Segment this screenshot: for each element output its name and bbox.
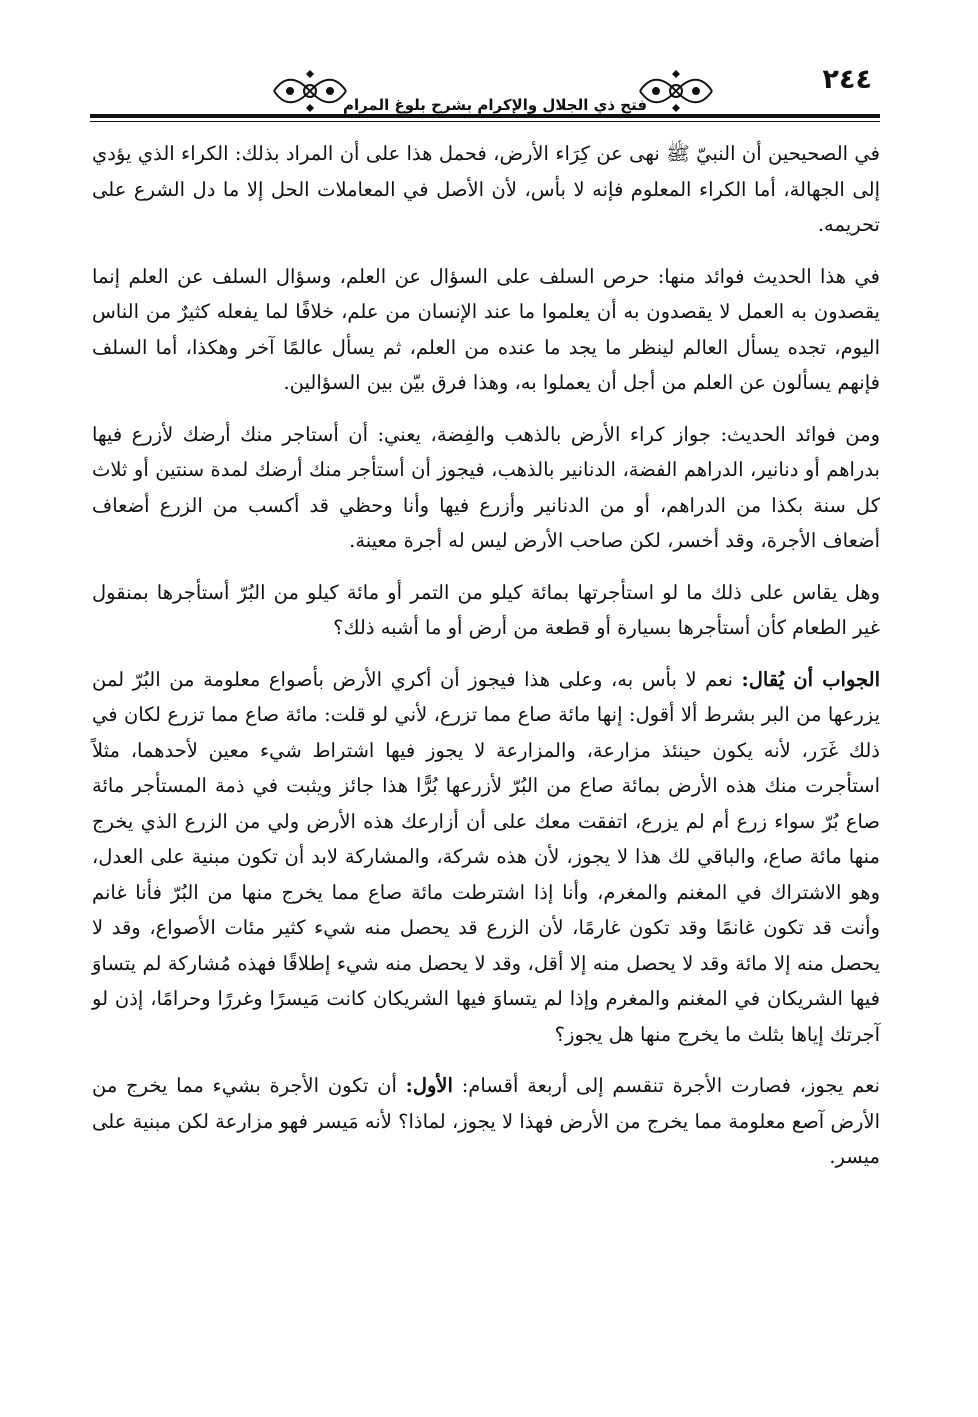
paragraph-5-text: نعم لا بأس به، وعلى هذا فيجوز أن أكري الأرض بأصواع معلومة من البُرّ لمن يزرعها من البر بشرط ألا أقول: إنها مائة صاع مما تزرع، لأني لو قلت: مائة صاع مما تزرع لكان في ذلك غَرَر، لأنه يكون حينئذ مزارعة، والمزارعة لا يجوز فيها اشتراط شيء معين لأحدهما، مثلاً استأجرت منك هذه الأرض بمائة صاع من البُرّ لأزرعها بُرًّا هذا جائز ويثبت في ذمة المستأجر مائة صاع بُرّ سواء زرع أم لم يزرع، اتفقت معك على أن أزارعك هذه الأرض ولي من الزرع الذي يخرج منها مائة صاع، والباقي لك هذا لا يجوز، لأن هذه شركة، والمشاركة لابد أن تكون مبنية على العدل، وهو الاشتراك في المغنم والمغرم، وأنا إذا اشترطت مائة صاع مما يخرج منها من البُرّ فأنا غانم وأنت قد تكون غانمًا وقد تكون غارمًا، لأن الزرع قد يحصل منه شيء كثير مئات الأصواع، وقد لا يحصل منه إلا مائة وقد لا يحصل منه إلا أقل، وقد لا يحصل منه شيء إطلاقًا فهذه مُشاركة لم يتساوَ فيها الشريكان في المغنم والمغرم وإذا لم يتساوَ فيها الشريكان كانت مَيسرًا وغررًا وحرامًا، إذن لو آجرتك إياها بثلث ما يخرج منها هل يجوز؟ <box>92 667 880 1046</box>
page-header <box>90 58 880 128</box>
paragraph-6-text-b: أن تكون الأجرة بشيء مما يخرج من الأرض آصع معلومة مما يخرج من الأرض فهذا لا يجوز، لماذا؟ لأنه مَيسر فهو مزارعة لكن مبنية على ميسر. <box>92 1074 880 1168</box>
ornament-left-icon <box>270 70 350 112</box>
paragraph-1: في الصحيحين أن النبيّ ﷺ نهى عن كِرَاء الأرض، فحمل هذا على أن المراد بذلك: الكراء الذي يؤدي إلى الجهالة، أما الكراء المعلوم فإنه لا بأس، لأن الأصل في المعاملات الحل إلا ما دل الشرع على تحريمه. <box>92 142 880 236</box>
paragraph-5 <box>92 662 880 1053</box>
header-rule-thin <box>90 121 880 122</box>
ornament-right-icon <box>636 70 716 112</box>
first-category-lead: الأول: <box>405 1074 453 1097</box>
page-number: ٢٤٤ <box>822 64 872 95</box>
answer-lead: الجواب أن يُقال: <box>741 667 880 691</box>
paragraph-6-text-a: نعم يجوز، فصارت الأجرة تنقسم إلى أربعة أقسام: <box>452 1074 880 1097</box>
book-title: فتح ذي الجلال والإكرام بشرح بلوغ المرام <box>342 96 648 114</box>
paragraph-4: وهل يقاس على ذلك ما لو استأجرتها بمائة كيلو من التمر أو مائة كيلو من البُرّ أستأجرها بمنقول غير الطعام كأن أستأجرها بسيارة أو قطعة من أرض أو ما أشبه ذلك؟ <box>92 580 881 639</box>
paragraph-6 <box>92 1068 880 1175</box>
paragraph-2: في هذا الحديث فوائد منها: حرص السلف على السؤال عن العلم، وسؤال السلف عن العلم إنما يقصدون به العمل لا يقصدون به أن يعلموا ما عند الإنسان من علم، خلافًا لما يفعله كثيرٌ من الناس اليوم، تجده يسأل العالم لينظر ما يجد ما عنده من العلم، ثم يسأل عالمًا آخر وهكذا، أما السلف فإنهم يسألون عن العلم من أجل أن يعملوا به، وهذا فرق بيّن بين السؤالين. <box>92 264 880 394</box>
header-rule-thick <box>90 114 880 118</box>
page-body <box>92 136 880 1191</box>
paragraph-3: ومن فوائد الحديث: جواز كراء الأرض بالذهب والفِضة، يعني: أن أستاجر منك أرضك لأزرع فيها بدراهم أو دنانير، الدراهم الفضة، الدنانير بالذهب، فيجوز أن أستأجر منك أرضك لمدة سنتين أو ثلاث كل سنة بكذا من الدراهم، أو من الدنانير وأزرع فيها وأنا وحظي قد أكسب من الزرع أضعاف أضعاف الأجرة، وقد أخسر، لكن صاحب الأرض ليس له أجرة معينة. <box>92 422 880 552</box>
